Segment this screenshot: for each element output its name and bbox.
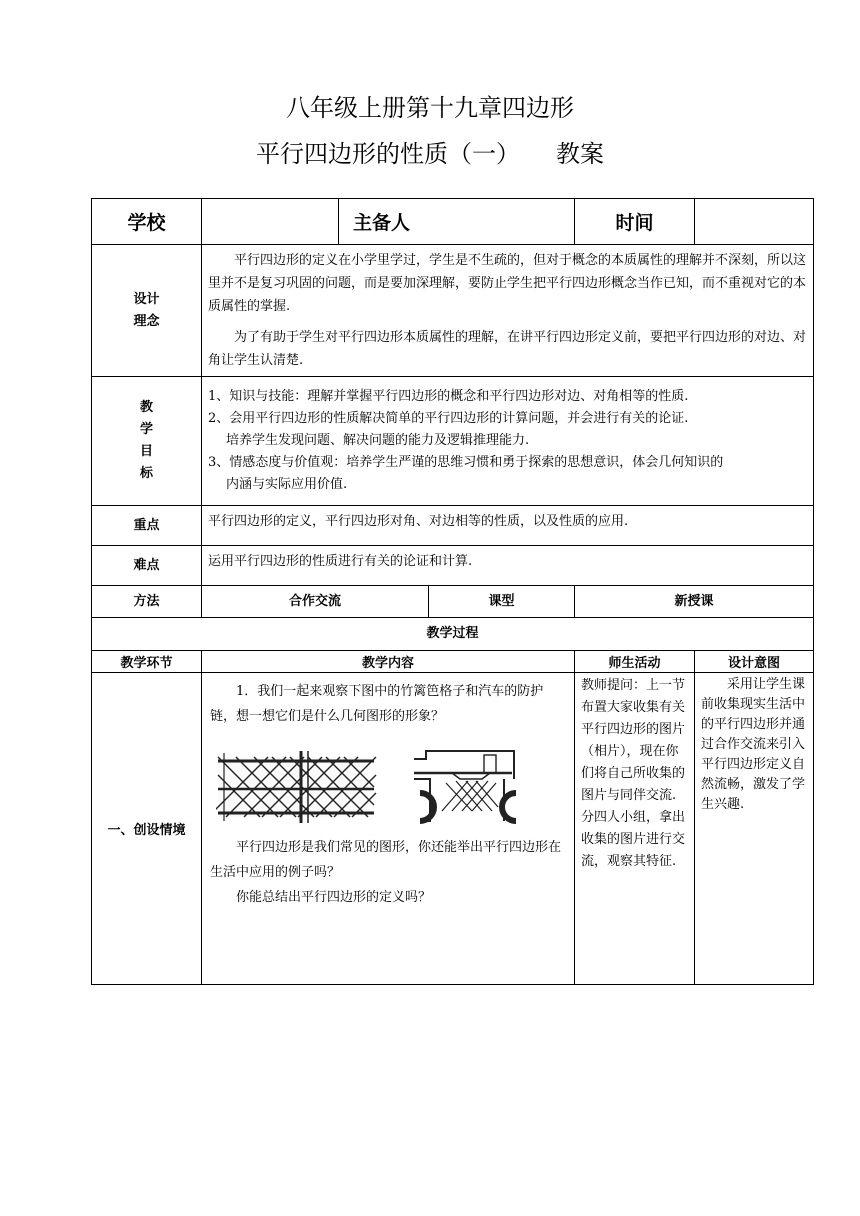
- process-title: 教学过程: [92, 618, 814, 651]
- lesson-title: 平行四边形的性质（一）: [256, 140, 520, 168]
- lesson-type-value: 新授课: [575, 586, 814, 618]
- lesson-type-label: 课型: [429, 586, 575, 618]
- difficulty-text: 运用平行四边形的性质进行有关的论证和计算.: [202, 546, 814, 586]
- teaching-goals-text: [202, 377, 814, 506]
- goal-item-2: 2、会用平行四边形的性质解决简单的平行四边形的计算问题，并会进行有关的论证.: [208, 411, 689, 426]
- teaching-goals-label: 教 学 目 标: [92, 377, 202, 506]
- design-para-1: 平行四边形的定义在小学里学过，学生是不生疏的，但对于概念的本质属性的理解并不深刻，所以这里并不是复习巩固的问题，而是要加深理解，要防止学生把平行四边形概念当作已知，而不重视对它的本质属性的掌握.: [208, 253, 807, 314]
- design-concept-row: [92, 245, 814, 377]
- doc-title-line1: 八年级上册第十九章四边形: [286, 94, 574, 122]
- content-question-1: 1．我们一起来观察下图中的竹篱笆格子和汽车的防护链，想一想它们是什么几何图形的形象？: [210, 684, 544, 724]
- process-header-content: 教学内容: [202, 651, 575, 673]
- lesson-plan-table: [91, 198, 814, 985]
- design-para-2: 为了有助于学生对平行四边形本质属性的理解，在讲平行四边形定义前，要把平行四边形的对边、对角让学生认清楚.: [208, 330, 807, 368]
- process-header-intent: 设计意图: [695, 651, 814, 673]
- design-concept-label: 设计 理念: [92, 245, 202, 377]
- key-point-row: [92, 506, 814, 546]
- school-label: 学校: [92, 199, 202, 245]
- preparer-label: 主备人: [339, 199, 429, 245]
- method-row: [92, 586, 814, 618]
- lesson-type-title: 教案: [556, 140, 604, 168]
- process-title-row: [92, 618, 814, 651]
- intent-text: 采用让学生课前收集现实生活中的平行四边形并通过合作交流来引入平行四边形定义自然流畅，激发了学生兴趣.: [701, 677, 806, 812]
- bamboo-fence-icon: [216, 751, 376, 823]
- school-value: [202, 199, 339, 245]
- key-point-text: 平行四边形的定义，平行四边形对角、对边相等的性质，以及性质的应用.: [202, 506, 814, 546]
- difficulty-label: 难点: [92, 546, 202, 586]
- teaching-goals-row: [92, 377, 814, 506]
- goal-item-2-sub: 培养学生发现问题、解决问题的能力及逻辑推理能力.: [226, 433, 530, 448]
- key-point-label: 重点: [92, 506, 202, 546]
- process-header-row: [92, 651, 814, 673]
- doc-title-line2: [0, 134, 860, 169]
- time-label: 时间: [575, 199, 695, 245]
- activity-1: 教师提问：上一节布置大家收集有关平行四边形的图片（相片），现在你们将自己所收集的图片与同伴交流.: [581, 678, 686, 803]
- content-paragraph-2: 平行四边形是我们常见的图形，你还能举出平行四边形在生活中应用的例子吗？: [210, 840, 562, 880]
- header-row: [92, 199, 814, 245]
- stage-row: [92, 673, 814, 985]
- stage-activity: [575, 673, 695, 985]
- method-label: 方法: [92, 586, 202, 618]
- stage-intent: [695, 673, 814, 985]
- process-header-activity: 师生活动: [575, 651, 695, 673]
- difficulty-row: [92, 546, 814, 586]
- design-concept-text: [202, 245, 814, 377]
- preparer-value: [429, 199, 575, 245]
- stage-content: [202, 673, 575, 985]
- car-guard-chain-icon: [414, 751, 516, 821]
- process-header-stage: 教学环节: [92, 651, 202, 673]
- activity-2: 分四人小组，拿出收集的图片进行交流，观察其特征.: [581, 810, 686, 869]
- stage-name: 一、创设情境: [92, 673, 202, 985]
- fence-and-chain-picture: [216, 749, 516, 825]
- time-value: [695, 199, 814, 245]
- goal-item-3-sub: 内涵与实际应用价值.: [226, 477, 348, 492]
- goal-item-1: 1、知识与技能：理解并掌握平行四边形的概念和平行四边形对边、对角相等的性质.: [208, 389, 689, 404]
- goal-item-3: 3、情感态度与价值观：培养学生严谨的思维习惯和勇于探索的思想意识，体会几何知识的: [208, 455, 724, 470]
- content-paragraph-3: 你能总结出平行四边形的定义吗？: [236, 890, 432, 905]
- method-value: 合作交流: [202, 586, 429, 618]
